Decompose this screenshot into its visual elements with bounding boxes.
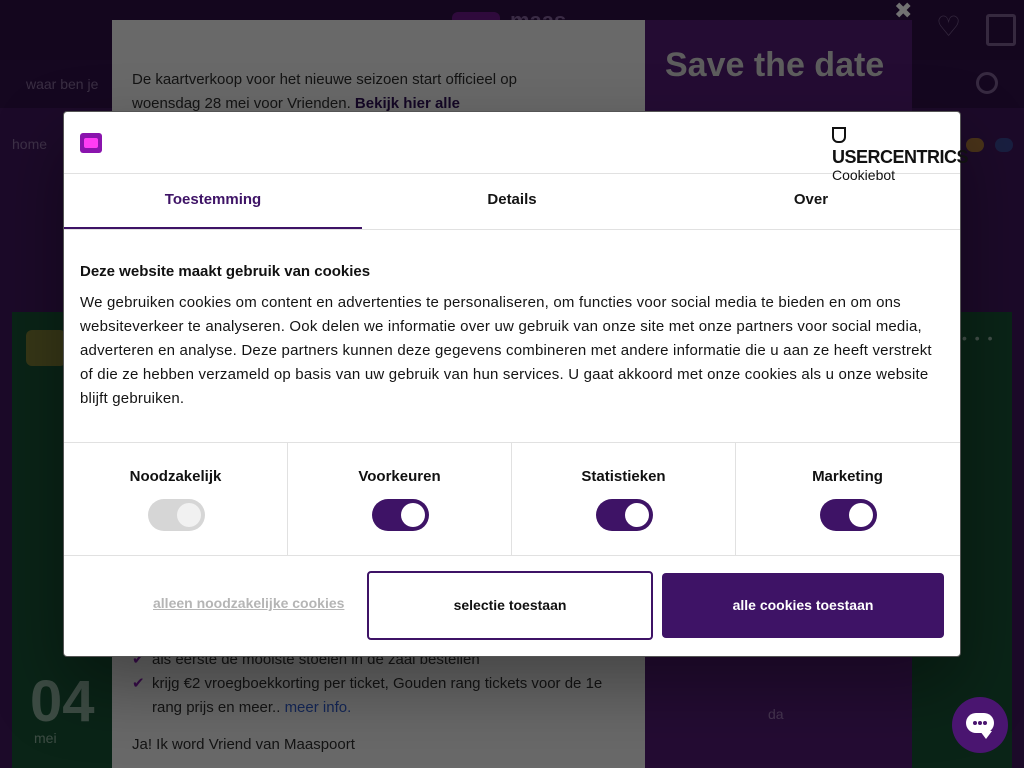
dialog-body: We gebruiken cookies om content en advertenties te personaliseren, om functies voor social media te bieden en om ons websiteverkeer te analyseren. Ook delen we informatie over uw gebruik van onze site met onze partners voor social media, adverteren en analyse. Deze partners kunnen deze gegevens combineren met andere informatie die u aan ze heeft verstrekt of die ze hebben verzameld op basis van uw gebruik van hun services. U gaat akkoord met onze cookies als u onze website blijft gebruiken. xyxy=(80,294,932,407)
dialog-header xyxy=(64,112,969,183)
cookie-consent-dialog xyxy=(63,111,969,657)
tab-toestemming[interactable]: Toestemming xyxy=(64,174,362,229)
category-necessary xyxy=(64,443,288,555)
provider-brand-text: USERCENTRICS xyxy=(832,147,969,167)
preferences-toggle[interactable] xyxy=(372,499,429,531)
consent-categories xyxy=(64,442,960,556)
statistics-toggle[interactable] xyxy=(596,499,653,531)
chat-button[interactable] xyxy=(952,697,1008,753)
category-label: Marketing xyxy=(812,468,883,485)
category-label: Voorkeuren xyxy=(358,468,441,485)
provider-brand xyxy=(832,126,968,168)
category-statistics xyxy=(512,443,736,555)
tab-details[interactable]: Details xyxy=(487,191,537,208)
category-preferences xyxy=(288,443,512,555)
allow-all-button[interactable]: alle cookies toestaan xyxy=(662,573,944,638)
necessary-only-button[interactable]: alleen noodzakelijke cookies xyxy=(153,595,345,611)
tab-over[interactable]: Over xyxy=(793,191,829,208)
chat-icon xyxy=(966,713,994,733)
provider-sub: Cookiebot xyxy=(832,167,896,183)
marketing-toggle[interactable] xyxy=(820,499,877,531)
category-label: Noodzakelijk xyxy=(129,468,222,485)
allow-selection-button[interactable]: selectie toestaan xyxy=(367,571,653,640)
site-logo-icon xyxy=(80,133,102,153)
dialog-tabs xyxy=(64,174,960,230)
category-marketing xyxy=(736,443,959,555)
category-label: Statistieken xyxy=(581,468,666,485)
necessary-toggle xyxy=(148,499,205,531)
dialog-title: Deze website maakt gebruik van cookies xyxy=(80,263,371,280)
shield-icon xyxy=(832,127,846,143)
